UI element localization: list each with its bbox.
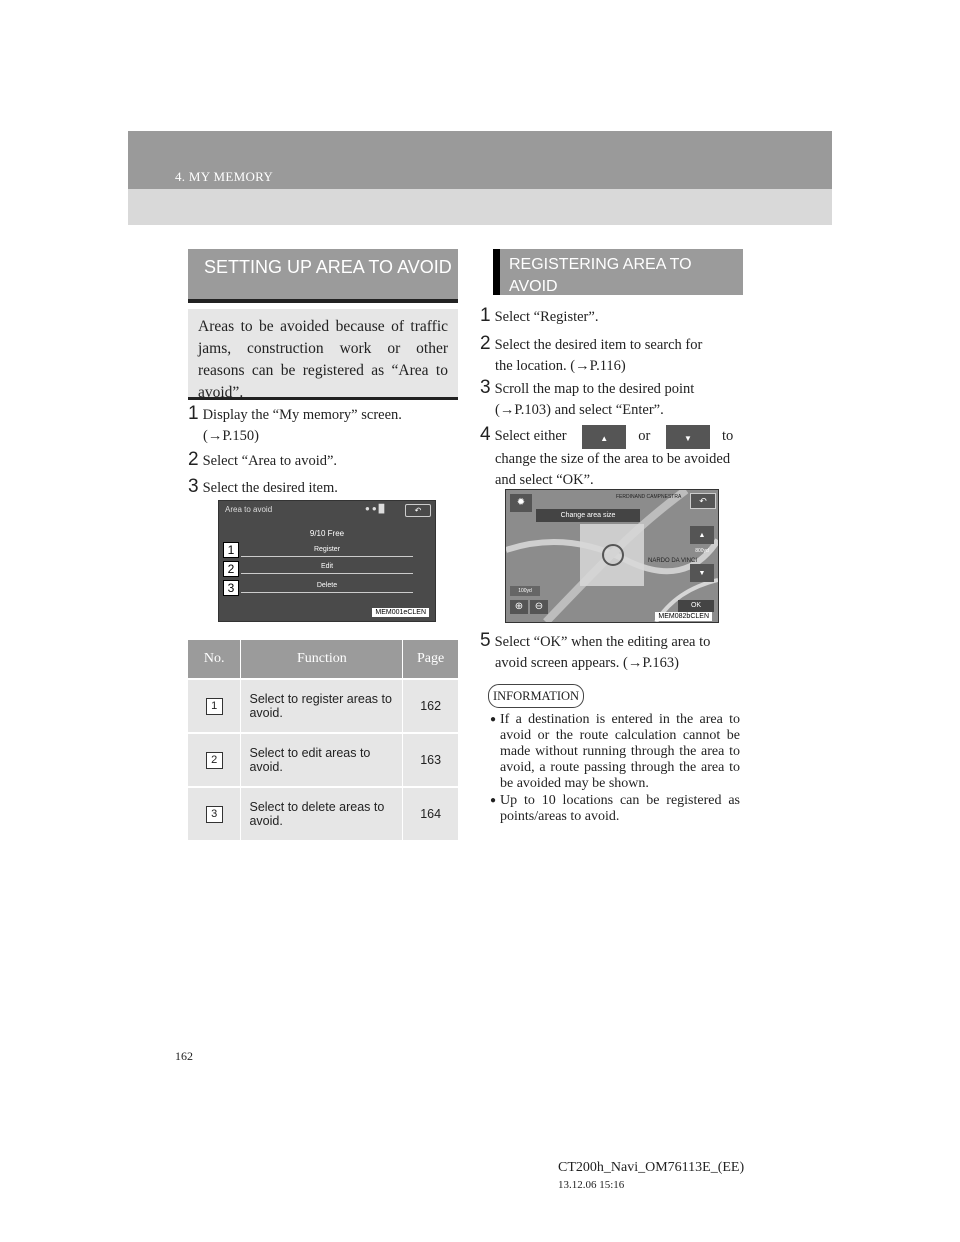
print-date: 13.12.06 15:16 [558, 1179, 625, 1191]
row-page: 162 [403, 679, 458, 733]
row-function: Select to delete areas to avoid. [241, 787, 403, 840]
section-heading-registering: REGISTERING AREA TO AVOID [493, 249, 743, 295]
function-table [188, 640, 458, 840]
intro-text: Areas to be avoided because of traffic jams, construction work or other reasons can be registered as “Area to avoid”. [198, 318, 448, 401]
list-item: ● If a destination is entered in the area to avoid or the route calculation cannot be made without running through the area to avoid, a route passing through the area to be avoided may be shown. [490, 712, 740, 792]
right-step-3: 3 Scroll the map to the desired point (→P.103) and select “Enter”. [480, 377, 695, 418]
row-page: 163 [403, 733, 458, 787]
col-header-no: No. [188, 640, 241, 679]
street-label: FERDINAND CAMPNESTRA [616, 494, 682, 500]
callout-3: 3 [223, 580, 239, 596]
back-button[interactable]: ↶ [690, 493, 716, 509]
right-step-4: 4 Select either ▲ or ▼ to change the size of the area to be avoided and select “OK”. [480, 424, 734, 488]
page-number: 162 [175, 1049, 193, 1063]
row-number-box: 2 [206, 752, 223, 769]
row-function: Select to edit areas to avoid. [241, 733, 403, 787]
callout-2: 2 [223, 561, 239, 577]
ok-button[interactable]: OK [678, 600, 714, 612]
image-code: MEM001eCLEN [372, 608, 429, 617]
zoom-in-icon[interactable]: ⊕ [510, 600, 528, 614]
register-button[interactable]: Register [241, 544, 413, 557]
table-row [188, 679, 458, 733]
chapter-title: 4. MY MEMORY [175, 169, 274, 184]
information-list [490, 712, 740, 826]
row-number-box: 1 [206, 698, 223, 715]
header-subband [128, 189, 832, 225]
section-underline [188, 299, 458, 303]
row-function: Select to register areas to avoid. [241, 679, 403, 733]
right-step-5: 5 Select “OK” when the editing area to avoid screen appears. (→P.163) [480, 630, 711, 671]
table-row [188, 733, 458, 787]
status-icons: ● ● █ [365, 504, 385, 513]
section-heading-setting-up: SETTING UP AREA TO AVOID [188, 249, 458, 299]
street-label-right: NARDO DA VINCI [648, 558, 698, 564]
edit-button[interactable]: Edit [241, 561, 413, 574]
list-item: ● Up to 10 locations can be registered as points/areas to avoid. [490, 793, 740, 825]
scale-label: 800yd [695, 548, 709, 554]
callout-1: 1 [223, 542, 239, 558]
right-step-1: 1 Select “Register”. [480, 305, 599, 326]
delete-button[interactable]: Delete [241, 580, 413, 593]
compass-icon[interactable]: ✹ [510, 494, 532, 512]
up-button[interactable]: ▲ [690, 526, 714, 544]
zoom-out-icon[interactable]: ⊖ [530, 600, 548, 614]
back-button[interactable]: ↶ [405, 504, 431, 517]
scale-indicator: 100yd [510, 586, 540, 596]
information-label: INFORMATION [488, 684, 584, 708]
intro-box [188, 309, 458, 400]
down-arrow-button-icon: ▼ [666, 425, 710, 449]
row-page: 164 [403, 787, 458, 840]
document-id: CT200h_Navi_OM76113E_(EE) [558, 1160, 745, 1175]
change-area-size-banner: Change area size [536, 509, 640, 522]
crosshair-icon [602, 544, 624, 566]
table-row [188, 787, 458, 840]
down-button[interactable]: ▼ [690, 564, 714, 582]
left-step-3: 3 Select the desired item. [188, 476, 338, 497]
col-header-function: Function [241, 640, 403, 679]
row-number-box: 3 [206, 806, 223, 823]
screen-title: Area to avoid [225, 505, 273, 514]
free-count: 9/10 Free [309, 529, 345, 538]
change-area-size-screenshot [505, 489, 719, 623]
left-step-2: 2 Select “Area to avoid”. [188, 449, 338, 470]
col-header-page: Page [403, 640, 458, 679]
left-step-1: 1 Display the “My memory” screen. (→P.150) [188, 403, 402, 444]
up-arrow-button-icon: ▲ [582, 425, 626, 449]
image-code: MEM082bCLEN [655, 612, 712, 621]
area-to-avoid-screenshot [218, 500, 436, 622]
right-step-2: 2 Select the desired item to search for the location. (→P.116) [480, 333, 703, 374]
